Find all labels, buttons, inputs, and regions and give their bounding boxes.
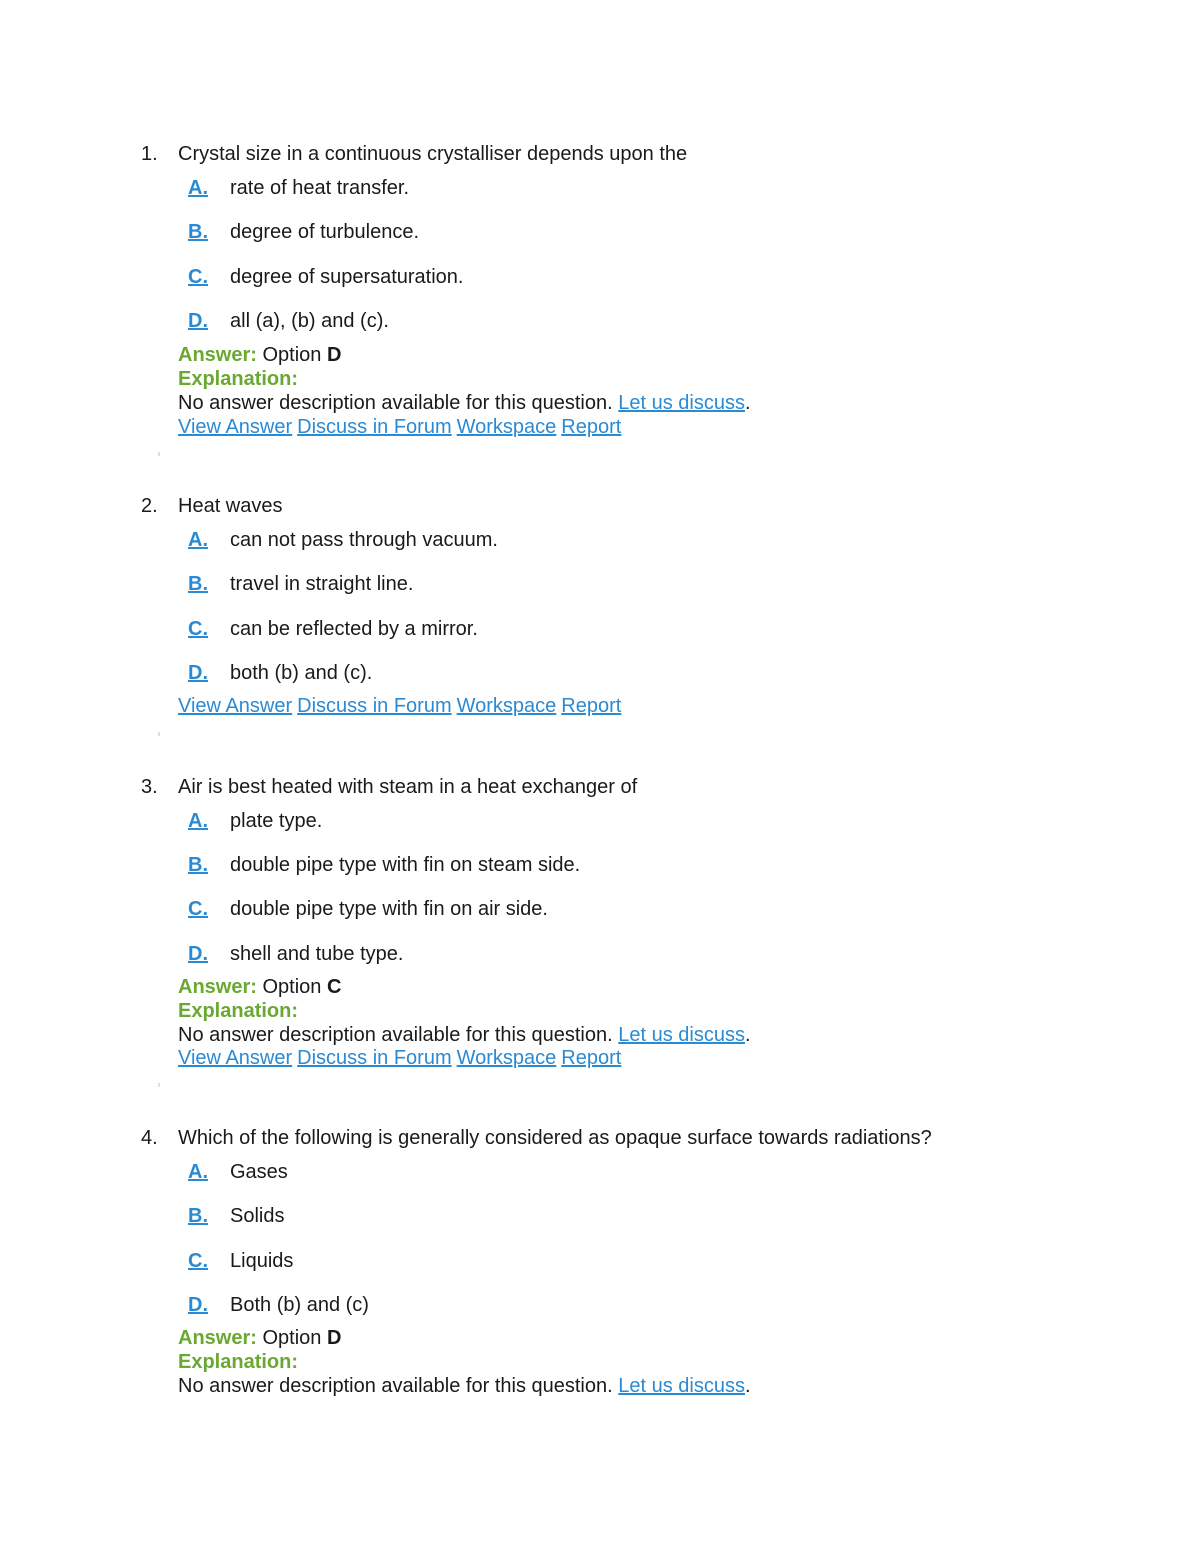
discuss-in-forum-link[interactable]: Discuss in Forum — [297, 416, 452, 438]
explanation-text: No answer description available for this question. — [178, 392, 613, 414]
option-text: can be reflected by a mirror. — [230, 618, 478, 640]
answer-option: D — [326, 344, 342, 366]
option-text: plate type. — [230, 810, 323, 832]
option-d — [0, 939, 1100, 969]
explanation-line — [178, 999, 298, 1023]
option-letter-link[interactable]: A. — [188, 177, 208, 199]
option-text: double pipe type with fin on air side. — [230, 898, 548, 920]
option-letter-link[interactable]: D. — [188, 1294, 208, 1316]
answer-label: Answer: — [178, 976, 257, 998]
question-header — [0, 491, 1100, 521]
explanation-text: No answer description available for this question. — [178, 1024, 613, 1046]
question-text: Heat waves — [178, 495, 283, 517]
option-a — [0, 806, 1100, 836]
view-answer-link[interactable]: View Answer — [178, 416, 293, 438]
option-letter-link[interactable]: D. — [188, 662, 208, 684]
discuss-in-forum-link[interactable]: Discuss in Forum — [297, 695, 452, 717]
option-letter-link[interactable]: B. — [188, 573, 208, 595]
option-text: Liquids — [230, 1250, 294, 1272]
option-letter-link[interactable]: D. — [188, 310, 208, 332]
explanation-label: Explanation: — [178, 368, 299, 390]
option-letter-link[interactable]: D. — [188, 943, 208, 965]
option-letter-link[interactable]: C. — [188, 898, 208, 920]
workspace-link[interactable]: Workspace — [456, 1047, 557, 1069]
question-text: Crystal size in a continuous crystalliser depends upon the — [178, 143, 688, 165]
separator-mark — [158, 452, 160, 456]
action-links — [178, 694, 626, 718]
action-links — [178, 1046, 626, 1070]
option-letter-link[interactable]: B. — [188, 854, 208, 876]
question-text: Which of the following is generally considered as opaque surface towards radiations? — [178, 1127, 932, 1149]
report-link[interactable]: Report — [561, 1047, 622, 1069]
option-text: all (a), (b) and (c). — [230, 310, 389, 332]
question-number: 3. — [141, 776, 158, 798]
discuss-link[interactable]: Let us discuss — [618, 1375, 745, 1397]
option-b — [0, 217, 1100, 247]
option-text: double pipe type with fin on steam side. — [230, 854, 581, 876]
question-number: 1. — [141, 143, 158, 165]
option-letter-link[interactable]: A. — [188, 529, 208, 551]
question-header — [0, 772, 1100, 802]
option-letter-link[interactable]: A. — [188, 810, 208, 832]
option-b — [0, 850, 1100, 880]
separator-mark — [158, 732, 160, 736]
answer-prefix: Option — [262, 1327, 322, 1349]
report-link[interactable]: Report — [561, 695, 622, 717]
option-c — [0, 614, 1100, 644]
workspace-link[interactable]: Workspace — [456, 695, 557, 717]
period: . — [744, 392, 751, 414]
report-link[interactable]: Report — [561, 416, 622, 438]
view-answer-link[interactable]: View Answer — [178, 695, 293, 717]
explanation-text-line — [178, 1023, 751, 1047]
option-letter-link[interactable]: B. — [188, 221, 208, 243]
option-letter-link[interactable]: B. — [188, 1205, 208, 1227]
answer-option: C — [326, 976, 342, 998]
answer-option: D — [326, 1327, 342, 1349]
discuss-link[interactable]: Let us discuss — [618, 392, 745, 414]
explanation-label: Explanation: — [178, 1000, 299, 1022]
explanation-text-line — [178, 1374, 751, 1398]
option-text: can not pass through vacuum. — [230, 529, 498, 551]
option-text: degree of supersaturation. — [230, 266, 464, 288]
action-links — [178, 415, 626, 439]
option-b — [0, 1201, 1100, 1231]
option-c — [0, 262, 1100, 292]
option-text: Solids — [230, 1205, 285, 1227]
option-a — [0, 525, 1100, 555]
answer-line — [178, 1326, 341, 1350]
option-d — [0, 1290, 1100, 1320]
option-text: shell and tube type. — [230, 943, 404, 965]
question-header — [0, 1123, 1100, 1153]
option-text: both (b) and (c). — [230, 662, 373, 684]
workspace-link[interactable]: Workspace — [456, 416, 557, 438]
option-text: Gases — [230, 1161, 288, 1183]
question-header — [0, 139, 1100, 169]
explanation-line — [178, 367, 298, 391]
option-c — [0, 894, 1100, 924]
answer-line — [178, 343, 341, 367]
option-text: degree of turbulence. — [230, 221, 420, 243]
option-text: Both (b) and (c) — [230, 1294, 369, 1316]
answer-label: Answer: — [178, 344, 257, 366]
explanation-text: No answer description available for this question. — [178, 1375, 613, 1397]
option-b — [0, 569, 1100, 599]
discuss-link[interactable]: Let us discuss — [618, 1024, 745, 1046]
option-a — [0, 173, 1100, 203]
period: . — [744, 1024, 751, 1046]
question-number: 4. — [141, 1127, 158, 1149]
question-text: Air is best heated with steam in a heat exchanger of — [178, 776, 638, 798]
question-number: 2. — [141, 495, 158, 517]
option-letter-link[interactable]: C. — [188, 266, 208, 288]
explanation-line — [178, 1350, 298, 1374]
option-letter-link[interactable]: C. — [188, 1250, 208, 1272]
explanation-text-line — [178, 391, 751, 415]
separator-mark — [158, 1083, 160, 1087]
option-a — [0, 1157, 1100, 1187]
answer-prefix: Option — [262, 344, 322, 366]
explanation-label: Explanation: — [178, 1351, 299, 1373]
option-letter-link[interactable]: A. — [188, 1161, 208, 1183]
view-answer-link[interactable]: View Answer — [178, 1047, 293, 1069]
answer-prefix: Option — [262, 976, 322, 998]
option-text: travel in straight line. — [230, 573, 414, 595]
discuss-in-forum-link[interactable]: Discuss in Forum — [297, 1047, 452, 1069]
option-d — [0, 306, 1100, 336]
option-d — [0, 658, 1100, 688]
answer-line — [178, 975, 341, 999]
option-text: rate of heat transfer. — [230, 177, 409, 199]
answer-label: Answer: — [178, 1327, 257, 1349]
option-c — [0, 1246, 1100, 1276]
option-letter-link[interactable]: C. — [188, 618, 208, 640]
period: . — [744, 1375, 751, 1397]
